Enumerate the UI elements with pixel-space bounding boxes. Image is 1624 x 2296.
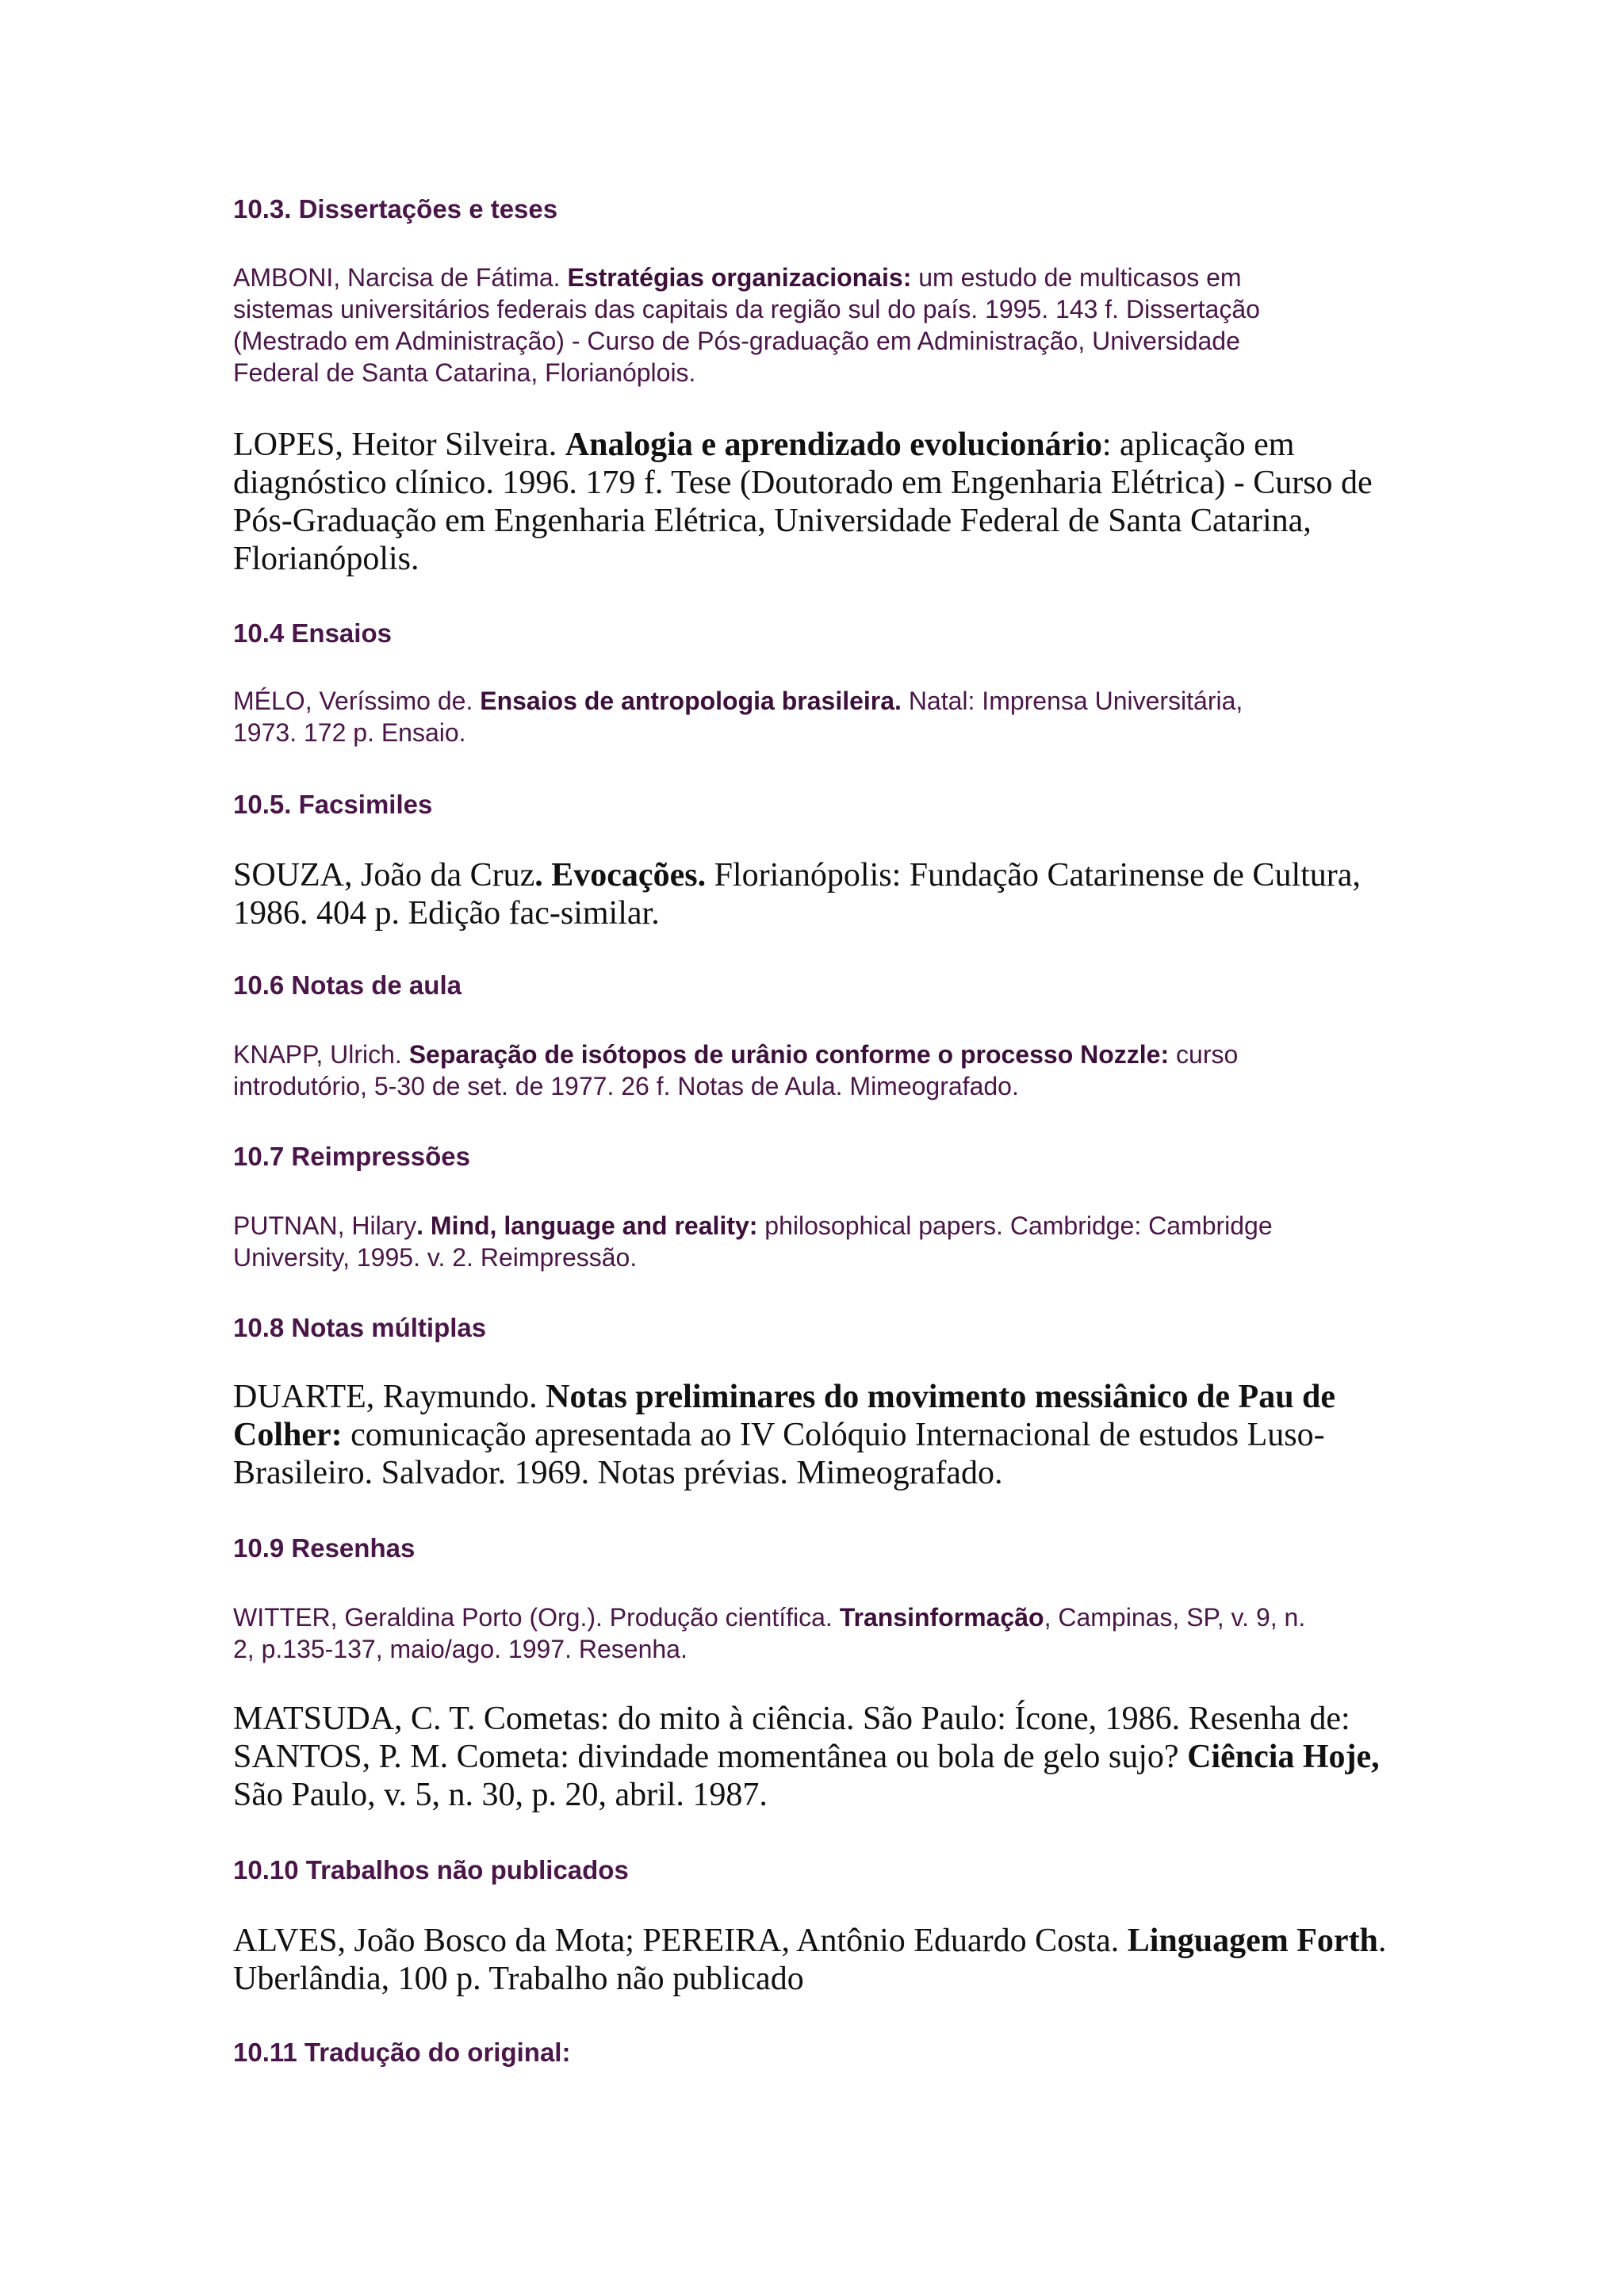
ref-line: sistemas universitários federais das capitais da região sul do país. 1995. 143 f. Dissertação <box>233 295 1260 323</box>
ref-title: Notas preliminares do movimento messiânico de Pau de <box>546 1379 1336 1415</box>
ref-text: philosophical papers. Cambridge: Cambridge <box>757 1211 1273 1240</box>
ref-title: . Mind, language and reality: <box>416 1211 758 1240</box>
ref-title: Separação de isótopos de urânio conforme o processo Nozzle: <box>408 1040 1170 1069</box>
section-heading-10-5 <box>233 791 432 817</box>
ref-line: 1973. 172 p. Ensaio. <box>233 718 466 747</box>
ref-line: 2, p.135-137, maio/ago. 1997. Resenha. <box>233 1635 688 1663</box>
reference-putnan <box>233 1210 1273 1273</box>
reference-knapp <box>233 1039 1238 1102</box>
reference-melo <box>233 685 1243 748</box>
ref-line: University, 1995. v. 2. Reimpressão. <box>233 1243 638 1272</box>
ref-text: , Campinas, SP, v. 9, n. <box>1044 1603 1306 1632</box>
ref-text: SANTOS, P. M. Cometa: divindade momentânea ou bola de gelo sujo? <box>233 1739 1188 1775</box>
ref-title: Linguagem Forth <box>1127 1923 1378 1959</box>
heading-text: 10.10 Trabalhos não publicados <box>233 1855 629 1885</box>
heading-text: 10.5. Facsimiles <box>233 790 433 819</box>
reference-amboni <box>233 262 1260 388</box>
ref-text: . <box>1377 1923 1387 1959</box>
ref-line: (Mestrado em Administração) - Curso de Pós-graduação em Administração, Universidade <box>233 327 1240 355</box>
ref-line: Federal de Santa Catarina, Florianóplois. <box>233 358 696 387</box>
reference-witter <box>233 1601 1305 1665</box>
ref-line: diagnóstico clínico. 1996. 179 f. Tese (Doutorado em Engenharia Elétrica) - Curso de <box>233 465 1373 501</box>
ref-author: LOPES, Heitor Silveira. <box>233 427 565 463</box>
section-heading-10-9 <box>233 1535 415 1561</box>
reference-lopes <box>233 426 1373 578</box>
ref-author: MÉLO, Veríssimo de. <box>233 687 481 715</box>
ref-title: Ciência Hoje, <box>1187 1739 1380 1775</box>
ref-author: ALVES, João Bosco da Mota; PEREIRA, Antônio Eduardo Costa. <box>233 1923 1128 1959</box>
ref-title: Estratégias organizacionais: <box>567 263 912 292</box>
ref-author: SOUZA, João da Cruz <box>233 857 535 894</box>
ref-line: São Paulo, v. 5, n. 30, p. 20, abril. 1987. <box>233 1777 768 1813</box>
reference-matsuda <box>233 1700 1380 1814</box>
ref-text: curso <box>1169 1040 1239 1069</box>
ref-line: MATSUDA, C. T. Cometas: do mito à ciência. São Paulo: Ícone, 1986. Resenha de: <box>233 1701 1350 1737</box>
ref-title: Ensaios de antropologia brasileira. <box>480 687 902 715</box>
heading-text: 10.11 Tradução do original: <box>233 2038 571 2067</box>
ref-author: WITTER, Geraldina Porto (Org.). Produção científica. <box>233 1603 840 1632</box>
reference-duarte <box>233 1378 1335 1492</box>
ref-line: introdutório, 5-30 de set. de 1977. 26 f. Notas de Aula. Mimeografado. <box>233 1072 1019 1100</box>
ref-author: KNAPP, Ulrich. <box>233 1040 409 1069</box>
section-heading-10-3 <box>233 196 557 222</box>
heading-text: 10.4 Ensaios <box>233 618 392 648</box>
heading-text: 10.6 Notas de aula <box>233 970 462 1000</box>
ref-line: Florianópolis. <box>233 541 419 577</box>
ref-author: PUTNAN, Hilary <box>233 1211 417 1240</box>
ref-line: Uberlândia, 100 p. Trabalho não publicado <box>233 1961 804 1997</box>
ref-title: Colher: <box>233 1417 343 1453</box>
section-heading-10-6 <box>233 972 462 998</box>
ref-line: Brasileiro. Salvador. 1969. Notas prévias. Mimeografado. <box>233 1455 1003 1491</box>
ref-author: AMBONI, Narcisa de Fátima. <box>233 263 568 292</box>
ref-title: . Evocações. <box>534 857 707 894</box>
heading-text: 10.3. Dissertações e teses <box>233 194 558 224</box>
ref-text: comunicação apresentada ao IV Colóquio Internacional de estudos Luso- <box>342 1417 1325 1453</box>
heading-text: 10.8 Notas múltiplas <box>233 1313 487 1342</box>
ref-author: DUARTE, Raymundo. <box>233 1379 546 1415</box>
ref-line: 1986. 404 p. Edição fac-similar. <box>233 895 660 932</box>
reference-alves <box>233 1922 1386 1998</box>
ref-line: Pós-Graduação em Engenharia Elétrica, Universidade Federal de Santa Catarina, <box>233 503 1312 539</box>
ref-text: : aplicação em <box>1101 427 1295 463</box>
ref-text: Natal: Imprensa Universitária, <box>901 687 1243 715</box>
heading-text: 10.7 Reimpressões <box>233 1142 471 1171</box>
ref-title: Transinformação <box>839 1603 1044 1632</box>
section-heading-10-11 <box>233 2039 570 2065</box>
heading-text: 10.9 Resenhas <box>233 1533 416 1563</box>
ref-text: Florianópolis: Fundação Catarinense de Cultura, <box>706 857 1361 894</box>
section-heading-10-10 <box>233 1857 629 1883</box>
section-heading-10-8 <box>233 1314 486 1341</box>
ref-text: um estudo de multicasos em <box>911 263 1242 292</box>
reference-souza <box>233 856 1361 932</box>
section-heading-10-7 <box>233 1143 470 1169</box>
ref-title: Analogia e aprendizado evolucionário <box>565 427 1102 463</box>
section-heading-10-4 <box>233 620 392 646</box>
